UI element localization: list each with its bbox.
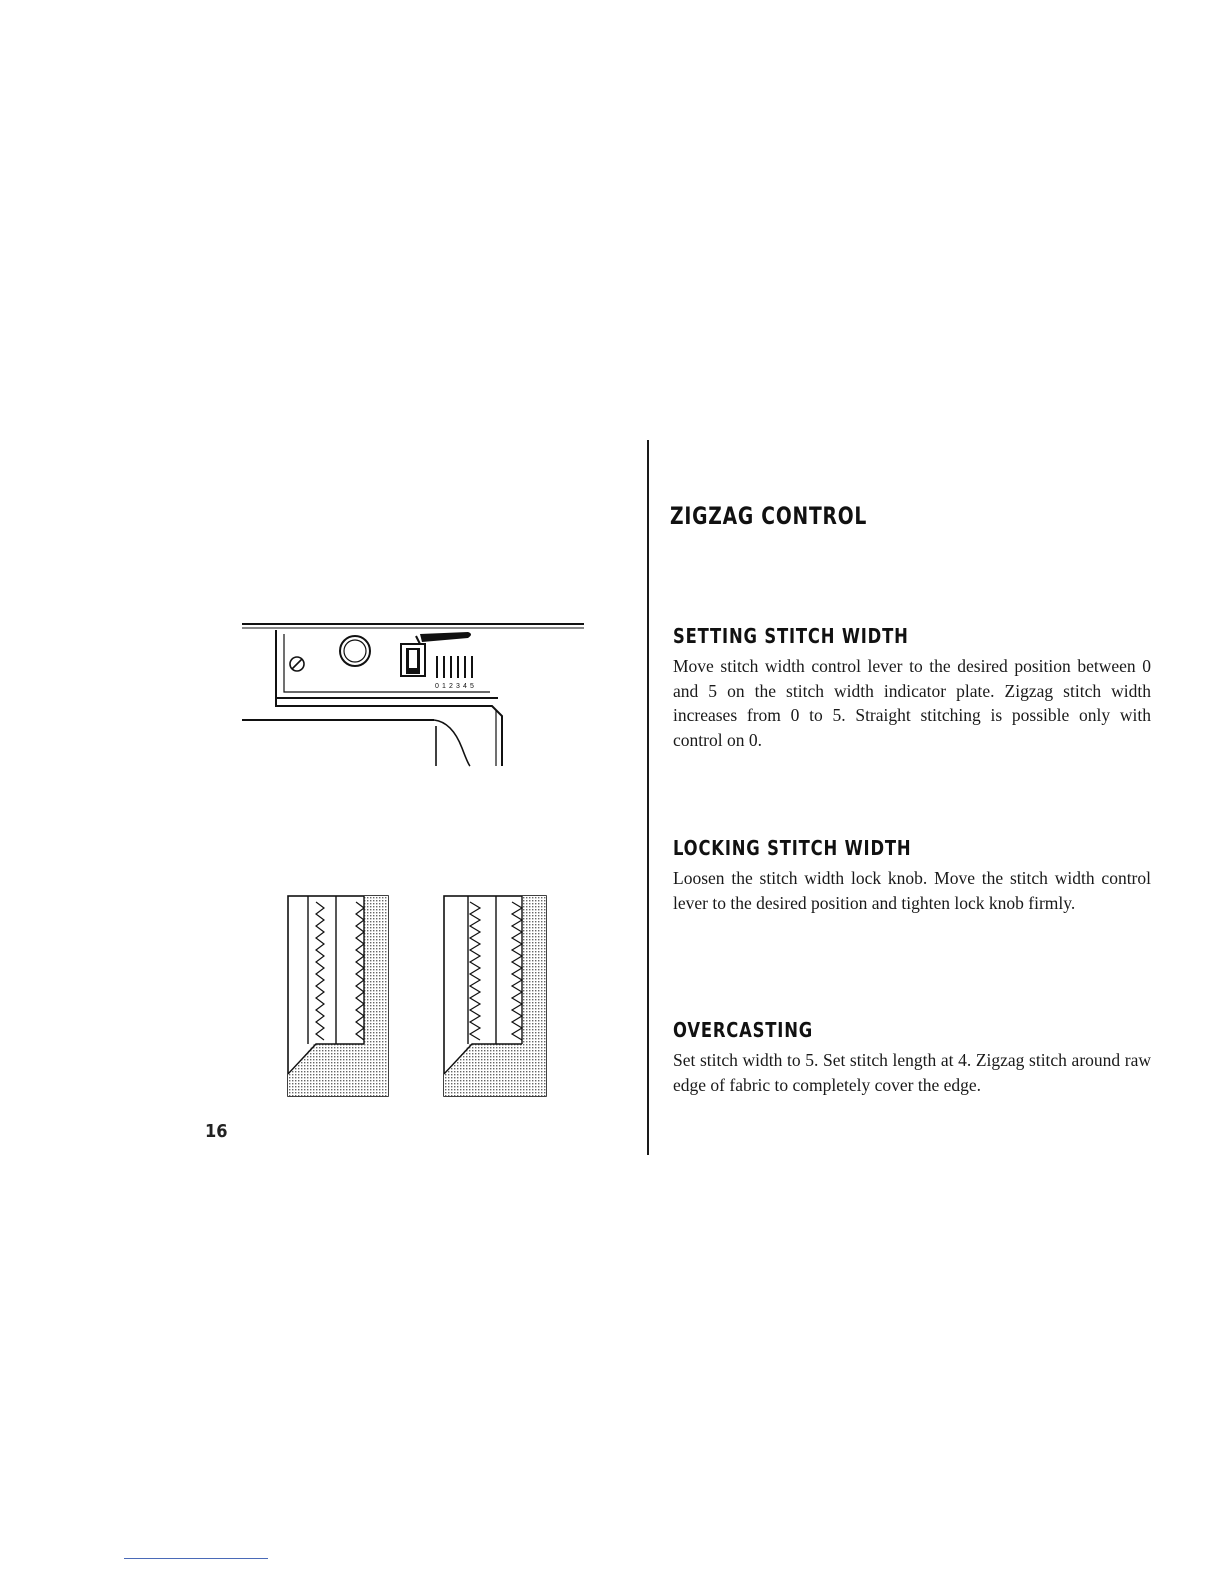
stitch-sample-right	[444, 896, 546, 1096]
section-heading: SETTING STITCH WIDTH	[673, 624, 909, 648]
overcasting-stitch-illustration	[286, 894, 548, 1100]
scale-label-4: 4	[463, 683, 467, 690]
page-title: ZIGZAG CONTROL	[670, 502, 868, 530]
section-body: Set stitch width to 5. Set stitch length at 4. Zigzag stitch around raw edge of fabric to completely cover the edge.	[673, 1050, 1151, 1095]
scale-label-2: 2	[449, 683, 453, 690]
section-heading: OVERCASTING	[673, 1018, 814, 1042]
page-number: 16	[205, 1121, 228, 1142]
footer-rule	[124, 1558, 268, 1559]
screw-icon	[290, 657, 304, 671]
scale-label-3: 3	[456, 683, 460, 690]
scale-label-1: 1	[442, 683, 446, 690]
scale-label-0: 0	[435, 683, 439, 690]
lock-knob-icon	[340, 636, 370, 666]
column-divider	[647, 440, 649, 1155]
section-overcasting	[673, 1018, 1151, 1097]
section-locking-stitch-width	[673, 836, 1151, 915]
section-heading: LOCKING STITCH WIDTH	[673, 836, 912, 860]
section-body: Loosen the stitch width lock knob. Move the stitch width control lever to the desired position and tighten lock knob firmly.	[673, 868, 1151, 913]
section-setting-stitch-width	[673, 624, 1151, 752]
stitch-width-control-illustration	[240, 618, 586, 768]
stitch-sample-left	[288, 896, 388, 1096]
scale-label-5: 5	[470, 683, 474, 690]
section-body: Move stitch width control lever to the desired position between 0 and 5 on the stitch width indicator plate. Zigzag stitch width increases from 0 to 5. Straight stitching is possible only with control on 0.	[673, 656, 1151, 750]
width-indicator-plate	[437, 656, 472, 678]
